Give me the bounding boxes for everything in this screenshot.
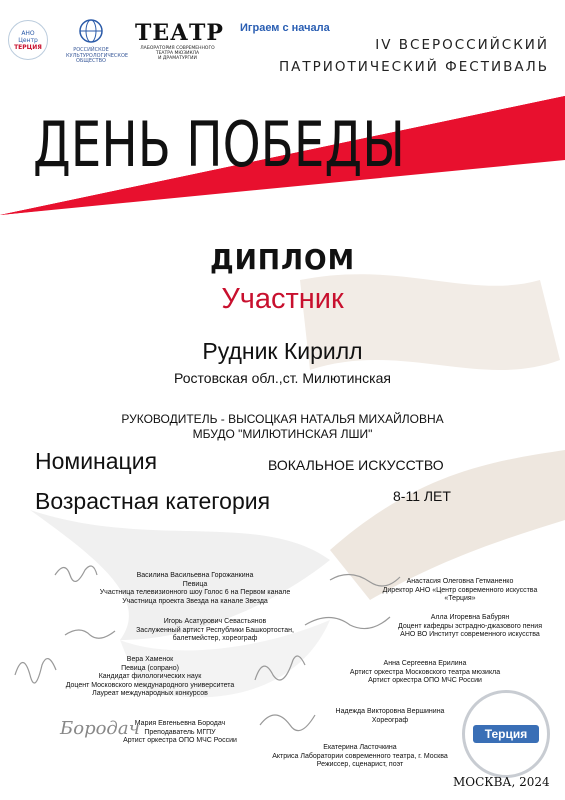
festival-title (279, 34, 549, 78)
nomination-value: ВОКАЛЬНОЕ ИСКУССТВО (268, 457, 444, 473)
jury-role: Артист оркестра ОПО МЧС России (123, 737, 237, 744)
jury-role: балетмейстер, хореограф (172, 635, 258, 642)
nomination-label: Номинация (35, 448, 158, 474)
age-label: Возрастная категория (35, 488, 271, 514)
leader-line: РУКОВОДИТЕЛЬ - ВЫСОЦКАЯ НАТАЛЬЯ МИХАЙЛОВНА (121, 412, 444, 426)
signature-mark (260, 715, 315, 731)
stamp-label: Терция (473, 725, 539, 743)
diploma-title: ДИПЛОМ (209, 243, 356, 276)
jury-name: Анна Сергеевна Ерилина (383, 660, 467, 667)
jury-role: Артист оркестра ОПО МЧС России (368, 677, 482, 684)
logo1-line: АНО (21, 29, 35, 37)
place-year: МОСКВА, 2024 (453, 775, 550, 789)
jury-name: Игорь Асатурович Севастьянов (163, 618, 267, 625)
signature-mark (255, 656, 305, 680)
jury-role: Заслуженный артист Республики Башкортостан, (136, 626, 294, 634)
jury-baburyan (380, 614, 560, 640)
jury-lastochkina (255, 744, 465, 770)
participant-region: Ростовская обл.,ст. Милютинская (174, 370, 391, 386)
jury-role: Директор АНО «Центр современного искусства (382, 586, 538, 594)
jury-khamenok (50, 656, 250, 699)
jury-role: Участница телевизионного шоу Голос 6 на Первом канале (99, 589, 291, 596)
logo2-caption: КУЛЬТУРОЛОГИЧЕСКОЕ (66, 52, 129, 59)
jury-role: Певица (182, 580, 208, 588)
jury-getmanenko (370, 578, 550, 604)
jury-role: Режиссер, сценарист, поэт (316, 761, 404, 768)
jury-name: Надежда Викторовна Вершинина (335, 708, 445, 715)
igraem-logo: Играем с начала (240, 22, 330, 34)
jury-vershinina (325, 708, 455, 725)
jury-role: Лауреат международных конкурсов (92, 690, 208, 697)
logo2-caption: ОБЩЕСТВО (76, 58, 106, 64)
jury-erilina (335, 660, 515, 686)
theatre-sub: И ДРАМАТУРГИИ (158, 56, 197, 62)
jury-role: «Терция» (444, 595, 476, 602)
signature-borodach: Бородач (60, 718, 140, 739)
school-line: МБУДО "МИЛЮТИНСКАЯ ЛШИ" (192, 427, 373, 441)
terciya-logo-icon (8, 20, 48, 60)
theatre-sub: ЛАБОРАТОРИЯ СОВРЕМЕННОГО (140, 46, 215, 51)
theatre-sub: ТЕАТРА МЮЗИКЛА (155, 51, 200, 57)
jury-name: Анастасия Олеговна Гетманенко (406, 578, 514, 585)
headline: ДЕНЬ ПОБЕДЫ (33, 108, 405, 181)
signature-mark (65, 630, 115, 638)
culturology-logo (66, 18, 129, 65)
jury-borodach (110, 720, 250, 746)
jury-name: Екатерина Ласточкина (323, 744, 397, 751)
festival-line2: ПАТРИОТИЧЕСКИЙ ФЕСТИВАЛЬ (279, 59, 549, 75)
jury-role: Преподаватель МГПУ (144, 728, 216, 736)
jury-role: АНО ВО Институт современного искусства (400, 631, 540, 638)
jury-name: Василина Васильевна Горожанкина (136, 572, 254, 579)
jury-role: Кандидат филологических наук (98, 673, 202, 680)
theatre-title: ТЕАТР (135, 20, 224, 46)
logo1-line: Центр (18, 36, 38, 44)
age-value: 8-11 ЛЕТ (393, 488, 451, 504)
theatre-logo (135, 20, 224, 62)
jury-role: Доцент кафедры эстрадно-джазового пения (398, 622, 542, 630)
globe-icon (78, 18, 104, 44)
jury-name: Вера Хаменок (126, 656, 174, 663)
jury-role: Артист оркестра Московского театра мюзикла (349, 668, 501, 676)
participant-name: Рудник Кирилл (202, 338, 363, 364)
jury-name: Мария Евгеньевна Бородач (134, 720, 226, 727)
stamp-icon (462, 690, 550, 778)
logo2-caption: РОССИЙСКОЕ (73, 47, 109, 53)
jury-role: Доцент Московского международного университета (65, 681, 235, 689)
jury-gorozhankina (80, 572, 310, 606)
jury-role: Актриса Лаборатории современного театра, г. Москва (272, 752, 448, 760)
jury-role: Певица (сопрано) (121, 664, 179, 672)
award-title: Участник (221, 283, 344, 315)
signature-mark (305, 617, 390, 629)
jury-name: Алла Игоревна Бабурян (430, 614, 510, 621)
logo1-line: ТЕРЦИЯ (14, 43, 42, 51)
jury-role: Участница проекта Звезда на канале Звезда (122, 597, 268, 605)
festival-line1: IV ВСЕРОССИЙСКИЙ (375, 37, 549, 53)
jury-role: Хореограф (371, 716, 409, 724)
jury-sevastyanov (115, 618, 315, 644)
